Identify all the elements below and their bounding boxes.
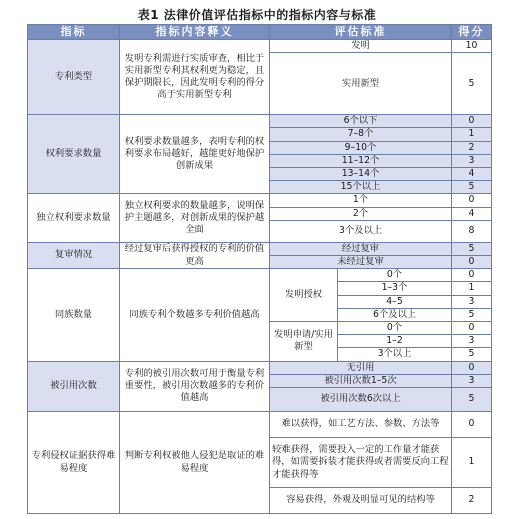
header-score: 得分 [452, 25, 492, 40]
indicator-cell: 独立权利要求数量 [28, 194, 120, 242]
score-cell: 1 [452, 438, 492, 488]
score-cell: 3 [452, 154, 492, 167]
standard-cell: 0个 [338, 269, 452, 282]
score-cell: 5 [452, 53, 492, 115]
table-row [28, 115, 492, 128]
definition-cell: 权利要求数量越多，表明专利的权利要求布局越好，越能更好地保护创新成果 [120, 115, 270, 194]
standard-cell: 1–3个 [338, 282, 452, 295]
family-group-label: 发明授权 [270, 269, 338, 322]
standard-cell: 3个及以上 [270, 220, 452, 242]
standard-cell: 9–10个 [270, 141, 452, 154]
indicator-cell: 权利要求数量 [28, 115, 120, 194]
table-row [28, 242, 492, 255]
indicator-cell: 被引用次数 [28, 361, 120, 411]
standard-cell: 难以获得，如工艺方法、参数、方法等 [270, 412, 452, 438]
score-cell: 3 [452, 295, 492, 308]
score-cell: 0 [452, 115, 492, 128]
indicator-cell: 专利侵权证据获得难易程度 [28, 412, 120, 514]
definition-cell: 判断专利权被他人侵犯是取证的难易程度 [120, 412, 270, 514]
standard-cell: 7–8个 [270, 128, 452, 141]
family-group-label: 发明申请/实用新型 [270, 322, 338, 362]
header-definition: 指标内容释义 [120, 25, 270, 40]
score-cell: 0 [452, 322, 492, 335]
standard-cell: 1个 [270, 194, 452, 207]
standard-cell: 较难获得，需要投入一定的工作量才能获得，如需要拆装才能获得或者需要反向工程才能获得等 [270, 438, 452, 488]
score-cell: 5 [452, 348, 492, 361]
standard-cell: 0个 [338, 322, 452, 335]
standard-cell: 被引用次数1–5次 [270, 374, 452, 387]
table-row [28, 412, 492, 438]
standard-cell: 容易获得，外观及明显可见的结构等 [270, 488, 452, 514]
standard-cell: 6个及以上 [338, 308, 452, 321]
standard-cell: 13–14个 [270, 168, 452, 181]
standard-cell: 15个以上 [270, 181, 452, 194]
standard-cell: 2个 [270, 207, 452, 220]
standard-cell: 经过复审 [270, 242, 452, 255]
score-cell: 0 [452, 256, 492, 269]
score-cell: 8 [452, 220, 492, 242]
indicator-cell: 专利类型 [28, 40, 120, 115]
score-cell: 0 [452, 412, 492, 438]
standard-cell: 3个以上 [338, 348, 452, 361]
score-cell: 4 [452, 207, 492, 220]
table-title: 表1 法律价值评估指标中的指标内容与标准 [137, 8, 377, 22]
score-cell: 5 [452, 181, 492, 194]
score-cell: 3 [452, 335, 492, 348]
score-cell: 2 [452, 141, 492, 154]
score-cell: 0 [452, 194, 492, 207]
standard-cell: 未经过复审 [270, 256, 452, 269]
header-indicator: 指标 [28, 25, 120, 40]
standard-cell: 被引用次数6次以上 [270, 388, 452, 412]
score-cell: 5 [452, 242, 492, 255]
score-cell: 0 [452, 269, 492, 282]
score-cell: 1 [452, 282, 492, 295]
evaluation-table [27, 24, 492, 514]
standard-cell: 发明 [270, 40, 452, 53]
definition-cell: 专利的被引用次数可用于衡量专利重要性，被引用次数越多的专利价值越高 [120, 361, 270, 411]
standard-cell: 实用新型 [270, 53, 452, 115]
score-cell: 1 [452, 128, 492, 141]
table-row [28, 361, 492, 374]
standard-cell: 无引用 [270, 361, 452, 374]
score-cell: 0 [452, 361, 492, 374]
header-standard: 评估标准 [270, 25, 452, 40]
table-row [28, 269, 492, 282]
score-cell: 10 [452, 40, 492, 53]
standard-cell: 11–12个 [270, 154, 452, 167]
definition-cell: 发明专利需进行实质审查，相比于实用新型专利其权利更为稳定，且保护期限长，因此发明专利的得分高于实用新型专利 [120, 40, 270, 115]
score-cell: 3 [452, 374, 492, 387]
indicator-cell: 复审情况 [28, 242, 120, 268]
table-row [28, 40, 492, 53]
standard-cell: 1–2 [338, 335, 452, 348]
score-cell: 4 [452, 168, 492, 181]
score-cell: 5 [452, 308, 492, 321]
score-cell: 2 [452, 488, 492, 514]
standard-cell: 4–5 [338, 295, 452, 308]
definition-cell: 独立权利要求的数量越多，说明保护主题越多，对创新成果的保护越全面 [120, 194, 270, 242]
indicator-cell: 同族数量 [28, 269, 120, 361]
table-row [28, 194, 492, 207]
score-cell: 5 [452, 388, 492, 412]
definition-cell: 同族专利个数越多专利价值越高 [120, 269, 270, 361]
header-row [28, 25, 492, 40]
definition-cell: 经过复审后获得授权的专利的价值更高 [120, 242, 270, 268]
standard-cell: 6个以下 [270, 115, 452, 128]
